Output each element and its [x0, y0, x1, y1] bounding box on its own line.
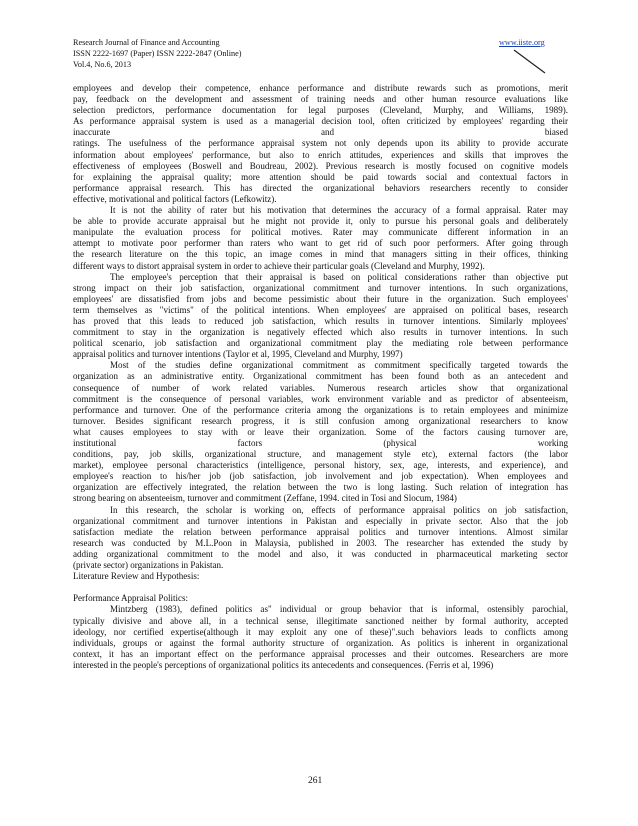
text-line: attempt to motivate poor performer than raters who want to get rid of such poor performers. After going through — [73, 238, 568, 249]
text-line: interested in the people's perceptions of organizational politics its antecedents and consequences. (Ferris et al, 1996) — [73, 659, 494, 670]
text-line: Literature Review and Hypothesis: — [73, 571, 200, 582]
text-line: organization are effectively integrated, the relation between the two is long lasting. Such relation of integration has — [73, 482, 568, 493]
volume-line: Vol.4, No.6, 2013 — [73, 60, 132, 69]
text-line: conditions, pay, job skills, organizational structure, and management style etc), external factors (the labor — [73, 449, 568, 460]
text-line: typically divisive and above all, in a technical sense, illegitimate sanctioned neither by formal authority, accepted — [73, 615, 568, 626]
text-line: inaccurate and biased — [73, 127, 568, 138]
text-line: effective, motivational and political factors (Lefkowitz). — [73, 193, 277, 204]
text-line: commitment to stay in the organization is negatively effected which also results in turnover intentions. In such — [73, 327, 568, 338]
text-line: It is not the ability of rater but his motivation that determines the accuracy of a formal appraisal. Rater may — [110, 205, 568, 216]
iiste-logo-icon — [512, 48, 548, 76]
text-line: ideology, nor certified expertise(although it may exploit any one of these)".such behaviors leads to conflicts among — [73, 626, 568, 637]
text-line: As performance appraisal system is used as a managerial decision tool, often criticized by employees' regarding their — [73, 116, 568, 127]
text-line: effectiveness of employees (Boswell and Boudreau, 2002). Previous research is mostly focused on cognitive models — [73, 160, 568, 171]
text-line: The employee's perception that their appraisal is based on political considerations rather than objective put — [110, 271, 568, 282]
text-line: term themselves as "victims" of the political intentions. When employees' are appraised on political bases, research — [73, 304, 568, 315]
text-line: organizational commitment and turnover intentions in Pakistan and especially in private sector. Also that the job — [73, 515, 568, 526]
text-line: strong impact on their job satisfaction, organizational commitment and turnover intentions. In such organizations, — [73, 282, 568, 293]
text-line: pay, feedback on the development and assessment of training needs and other human resource evaluations like — [73, 94, 568, 105]
text-line: (private sector) organizations in Pakistan. — [73, 560, 224, 571]
text-line: employees' are dissatisfied from jobs and become pessimistic about their future in the organization. Such employees' — [73, 293, 568, 304]
text-line: political scenario, job satisfaction and organizational commitment play the mediating role between performance — [73, 338, 568, 349]
text-line — [73, 582, 568, 593]
text-line: commitment is the consequence of personal variables, work environment variable and as predictor of absenteeism, — [73, 393, 568, 404]
text-line: context, it has an important effect on the performance appraisal processes and their outcomes. Researchers are more — [73, 648, 568, 659]
text-line: employees and develop their competence, enhance performance and distribute rewards such as promotions, merit — [73, 83, 568, 93]
text-line: institutional factors (physical working — [73, 438, 568, 448]
text-line: the research literature on the this topic, an image comes in mind that managers sitting in their offices, thinking — [73, 249, 568, 260]
page-number: 261 — [308, 776, 323, 786]
text-line: ratings. The usefulness of the performance appraisal system not only depends upon its ability to provide accurate — [73, 138, 568, 149]
article-body — [73, 83, 568, 671]
text-line: different ways to distort appraisal system in order to achieve their particular goals (Cleveland and Murphy, 1992). — [73, 260, 485, 271]
text-line: Performance Appraisal Politics: — [73, 593, 189, 604]
journal-title: Research Journal of Finance and Accounting — [73, 38, 220, 47]
text-line: for explaining the appraisal quality; more attention should be paid towards social and contextual factors in — [73, 171, 568, 182]
text-line: consequence of number of work related variables. Numerous research articles show that organizational — [73, 382, 568, 393]
text-line: market), employee personal characteristics (intelligence, personal history, sex, age, interests, and experience), and — [73, 460, 568, 471]
text-line: has proved that this leads to reduced job satisfaction, which results in turnover intentions. Similarly mployees' — [73, 315, 568, 326]
text-line: research was conducted by M.L.Poon in Malaysia, published in 2003. The researcher has extended the study by — [73, 537, 568, 548]
text-line: information about employees' performance, but also to enrich attitudes, experiences and skills that improves the — [73, 149, 568, 160]
text-line: appraisal politics and turnover intentions (Taylor et al, 1995, Cleveland and Murphy, 1997) — [73, 349, 403, 360]
text-line: individuals, groups or against the formal authority structure of organization. As politics is inherent in organizational — [73, 637, 568, 648]
text-line: adding organizational commitment to the model and also, it was conducted in pharmaceutical marketing sector — [73, 548, 568, 559]
issn-line: ISSN 2222-1697 (Paper) ISSN 2222-2847 (Online) — [73, 49, 242, 58]
text-line: organization as an administrative entity. Organizational commitment has been found both as an antecedent and — [73, 371, 568, 382]
text-line: be able to provide accurate appraisal but he might not provide it, only to pursue his personal goals and deliberately — [73, 216, 568, 227]
text-line: Mintzberg (1983), defined politics as" individual or group behavior that is informal, ostensibly parochial, — [110, 604, 568, 615]
text-line: performance and turnover. One of the performance criteria among the organizations is to retain employees and minimize — [73, 404, 568, 415]
text-line: what causes employees to stay with or leave their organization. Some of the factors causing turnover are, — [73, 426, 568, 437]
text-line: strong bearing on absenteeism, turnover and commitment (Zeffane, 1994. cited in Tosi and Slocum, 1984) — [73, 493, 457, 504]
text-line: Most of the studies define organizational commitment as commitment specifically targeted towards the — [110, 360, 568, 371]
text-line: employee's reaction to his/her job (job satisfaction, job involvement and job expectation). When employees and — [73, 471, 568, 482]
text-line: turnover. Besides significant research progress, it is still confusion among organizational researchers to know — [73, 415, 568, 426]
text-line: In this research, the scholar is working on, effects of performance appraisal politics on job satisfaction, — [110, 504, 568, 515]
text-line: manipulate the evaluation process for political motives. Rater may communicate different information in an — [73, 227, 568, 238]
text-line: satisfaction mediate the relation between performance appraisal politics and turnover intentions. Almost similar — [73, 526, 568, 537]
text-line: selection predictors, performance documentation for legal purposes (Cleveland, Murphy, and Williams, 1989). — [73, 105, 568, 116]
text-line: performance appraisal research. This has directed the organizational behaviors researchers recently to consider — [73, 182, 568, 193]
journal-url-link[interactable]: www.iiste.org — [499, 38, 545, 47]
